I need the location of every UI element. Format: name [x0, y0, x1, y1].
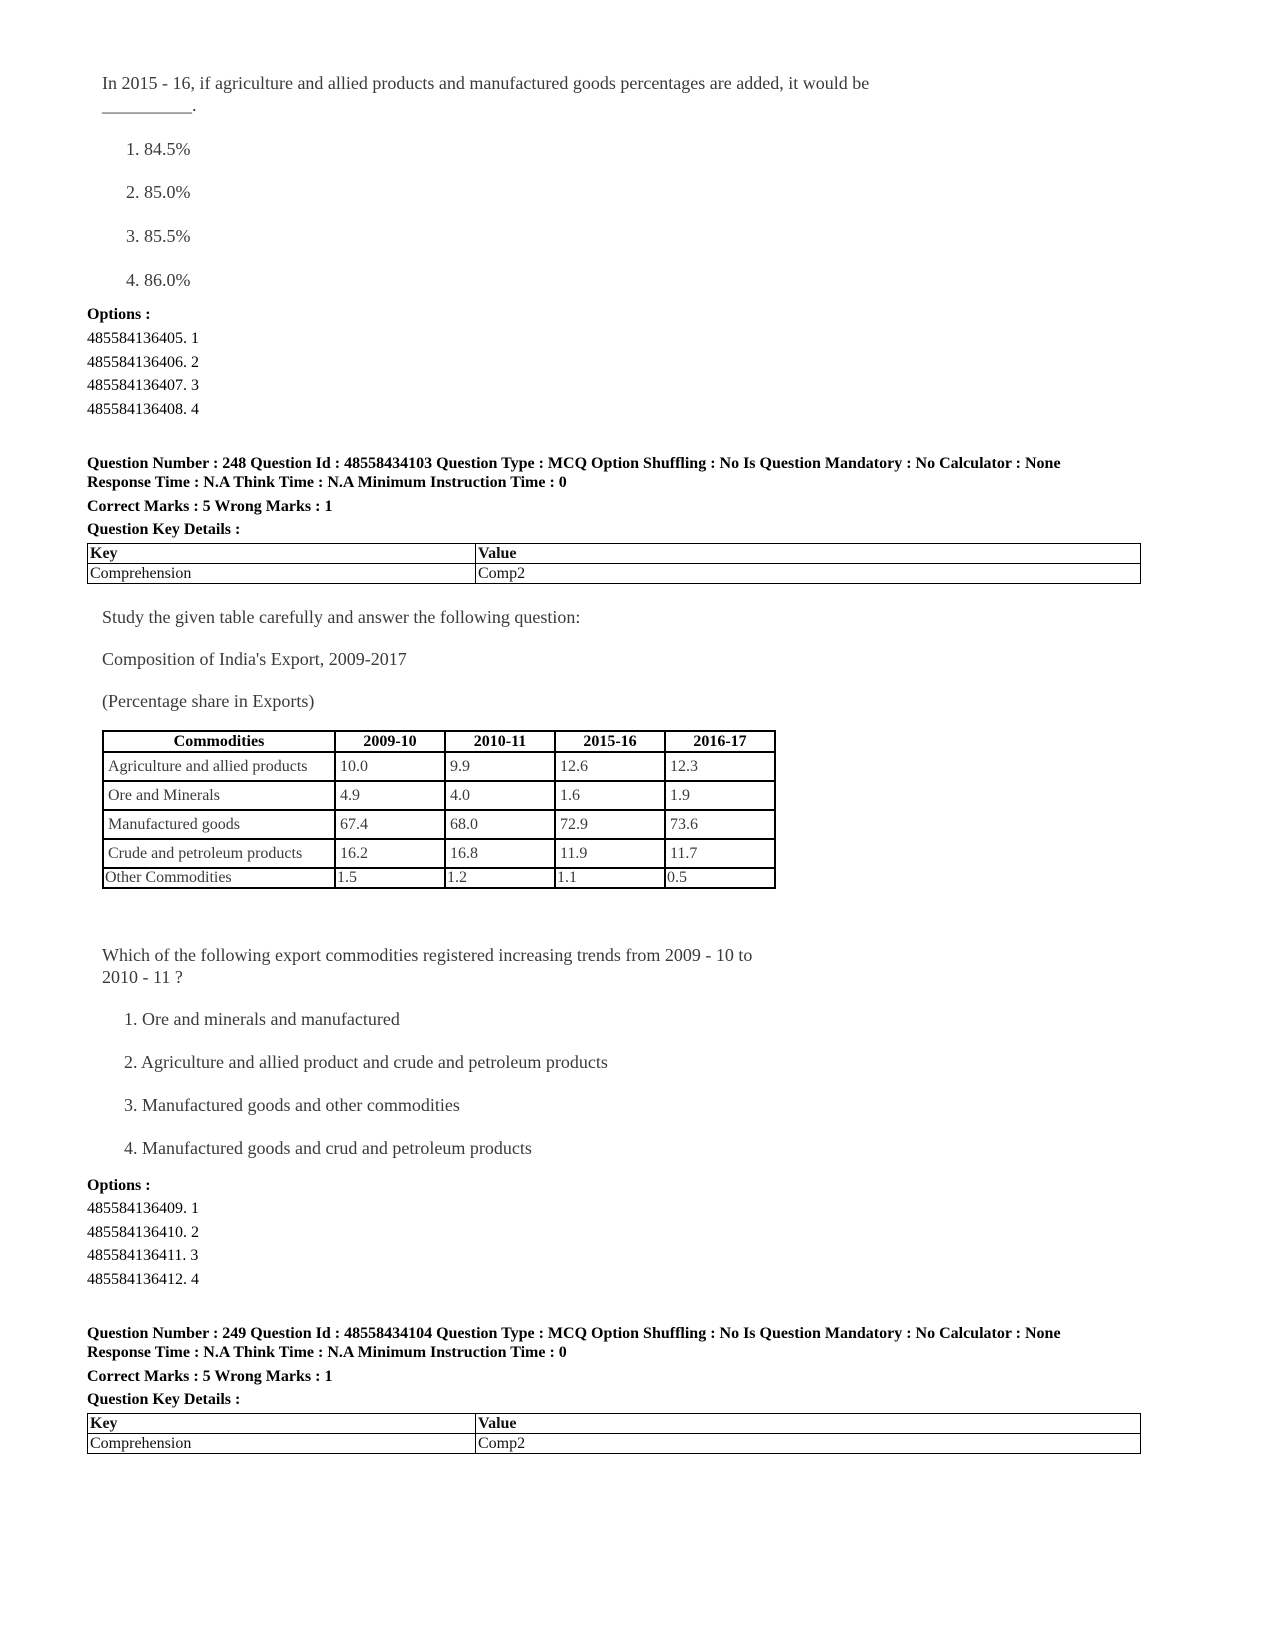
table-row [103, 868, 775, 888]
cell-commodity: Manufactured goods [103, 810, 335, 839]
q247-option-id-2: 485584136406. 2 [87, 354, 199, 371]
q248-option-id-3: 485584136411. 3 [87, 1247, 199, 1264]
kv-value-header: Value [476, 544, 1141, 564]
q247-choice-2: 2. 85.0% [126, 182, 191, 202]
q248-meta-line2: Response Time : N.A Think Time : N.A Minimum Instruction Time : 0 [87, 474, 567, 491]
table-row [103, 781, 775, 810]
cell-value: 16.2 [335, 839, 445, 868]
q248-option-id-1: 485584136409. 1 [87, 1200, 199, 1217]
cell-value: 1.6 [555, 781, 665, 810]
q247-options-label: Options : [87, 306, 151, 323]
q247-choice-4: 4. 86.0% [126, 270, 191, 290]
cell-value: 4.0 [445, 781, 555, 810]
cell-value: 67.4 [335, 810, 445, 839]
cell-commodity: Ore and Minerals [103, 781, 335, 810]
cell-value: 73.6 [665, 810, 775, 839]
header-commodities: Commodities [103, 731, 335, 752]
q248-stem-line1: Which of the following export commodities registered increasing trends from 2009 - 10 to [102, 945, 753, 965]
cell-value: 12.3 [665, 752, 775, 781]
cell-value: 11.9 [555, 839, 665, 868]
cell-commodity: Agriculture and allied products [103, 752, 335, 781]
q247-option-id-1: 485584136405. 1 [87, 330, 199, 347]
table-row [103, 810, 775, 839]
kv-value-header: Value [476, 1414, 1141, 1434]
cell-value: 10.0 [335, 752, 445, 781]
cell-value: 68.0 [445, 810, 555, 839]
q248-choice-2: 2. Agriculture and allied product and crude and petroleum products [124, 1052, 608, 1072]
table-header-row [103, 731, 775, 752]
cell-commodity: Crude and petroleum products [103, 839, 335, 868]
cell-value: 0.5 [665, 868, 775, 888]
kv-key-header: Key [88, 1414, 476, 1434]
q248-meta-line1: Question Number : 248 Question Id : 48558434103 Question Type : MCQ Option Shuffling : No Is Question Mandatory : No Calculator : None [87, 455, 1061, 472]
q248-key-details-label: Question Key Details : [87, 521, 241, 538]
q248-marks: Correct Marks : 5 Wrong Marks : 1 [87, 498, 333, 515]
q248-choice-3: 3. Manufactured goods and other commodities [124, 1095, 460, 1115]
kv-key-header: Key [88, 544, 476, 564]
passage-title: Composition of India's Export, 2009-2017 [102, 649, 407, 669]
q249-key-value-table [87, 1413, 1141, 1454]
passage-instruction: Study the given table carefully and answer the following question: [102, 607, 581, 627]
q248-choice-4: 4. Manufactured goods and crud and petroleum products [124, 1138, 532, 1158]
cell-value: 11.7 [665, 839, 775, 868]
q248-choice-1: 1. Ore and minerals and manufactured [124, 1009, 400, 1029]
cell-commodity: Other Commodities [103, 868, 335, 888]
cell-value: 4.9 [335, 781, 445, 810]
q249-meta-line1: Question Number : 249 Question Id : 48558434104 Question Type : MCQ Option Shuffling : No Is Question Mandatory : No Calculator : None [87, 1325, 1061, 1342]
q248-key-value-table [87, 543, 1141, 584]
kv-key-cell: Comprehension [88, 1434, 476, 1454]
q247-stem-line1: In 2015 - 16, if agriculture and allied products and manufactured goods percentages are added, it would be [102, 73, 870, 93]
kv-value-cell: Comp2 [476, 1434, 1141, 1454]
cell-value: 9.9 [445, 752, 555, 781]
header-2009-10: 2009-10 [335, 731, 445, 752]
q248-option-id-2: 485584136410. 2 [87, 1224, 199, 1241]
q247-option-id-3: 485584136407. 3 [87, 377, 199, 394]
cell-value: 1.1 [555, 868, 665, 888]
q247-stem-line2: __________. [102, 95, 197, 115]
header-2016-17: 2016-17 [665, 731, 775, 752]
q249-marks: Correct Marks : 5 Wrong Marks : 1 [87, 1368, 333, 1385]
table-row [103, 839, 775, 868]
cell-value: 72.9 [555, 810, 665, 839]
cell-value: 1.2 [445, 868, 555, 888]
passage-subtitle: (Percentage share in Exports) [102, 691, 315, 711]
q249-key-details-label: Question Key Details : [87, 1391, 241, 1408]
q249-meta-line2: Response Time : N.A Think Time : N.A Minimum Instruction Time : 0 [87, 1344, 567, 1361]
q247-choice-3: 3. 85.5% [126, 226, 191, 246]
export-composition-table [102, 730, 776, 889]
cell-value: 1.9 [665, 781, 775, 810]
kv-value-cell: Comp2 [476, 564, 1141, 584]
cell-value: 12.6 [555, 752, 665, 781]
q248-options-label: Options : [87, 1177, 151, 1194]
header-2015-16: 2015-16 [555, 731, 665, 752]
q247-choice-1: 1. 84.5% [126, 139, 191, 159]
table-row [103, 752, 775, 781]
kv-key-cell: Comprehension [88, 564, 476, 584]
cell-value: 1.5 [335, 868, 445, 888]
q248-stem-line2: 2010 - 11 ? [102, 967, 183, 987]
cell-value: 16.8 [445, 839, 555, 868]
header-2010-11: 2010-11 [445, 731, 555, 752]
q248-option-id-4: 485584136412. 4 [87, 1271, 199, 1288]
q247-option-id-4: 485584136408. 4 [87, 401, 199, 418]
